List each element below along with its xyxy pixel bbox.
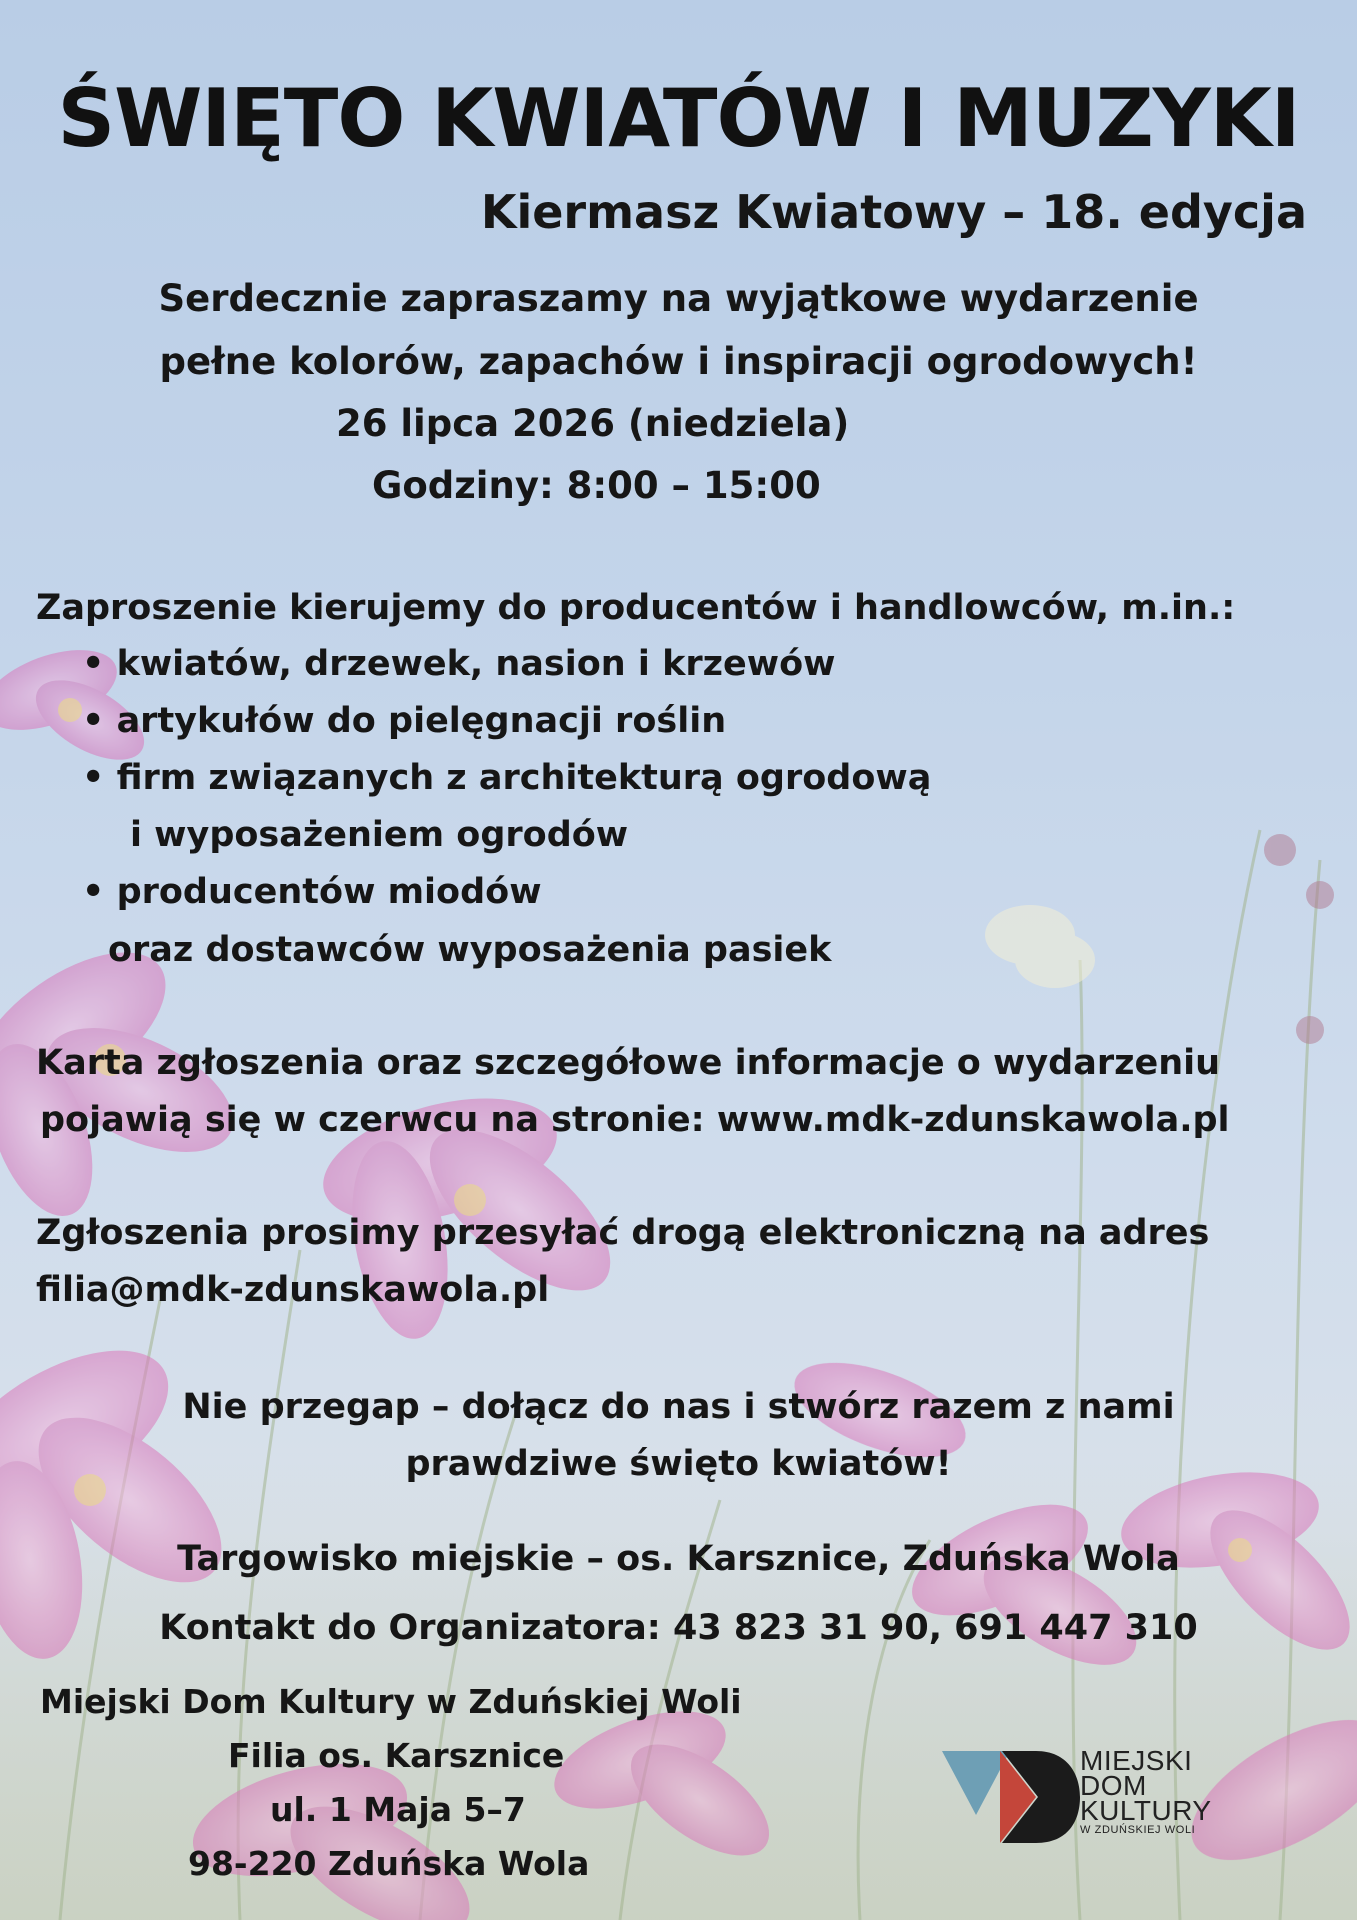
organizer-name: Miejski Dom Kultury w Zduńskiej Woli bbox=[40, 1682, 742, 1721]
event-location: Targowisko miejskie – os. Karsznice, Zduńska Wola bbox=[177, 1539, 1180, 1579]
logo-line: W ZDUŃSKIEJ WOLI bbox=[1080, 1824, 1196, 1836]
invitation-heading: Zaproszenie kierujemy do producentów i handlowców, m.in.: bbox=[36, 588, 1236, 628]
organizer-city: 98-220 Zduńska Wola bbox=[188, 1844, 590, 1883]
intro-line-2: pełne kolorów, zapachów i inspiracji ogrodowych! bbox=[159, 340, 1198, 383]
cta-line-1: Nie przegap – dołącz do nas i stwórz razem z nami bbox=[182, 1387, 1175, 1427]
organizer-street: ul. 1 Maja 5–7 bbox=[270, 1790, 526, 1829]
list-item: • artykułów do pielęgnacji roślin bbox=[82, 701, 726, 741]
list-item: • kwiatów, drzewek, nasion i krzewów bbox=[82, 644, 835, 684]
list-item-continuation: i wyposażeniem ogrodów bbox=[130, 815, 629, 855]
subtitle: Kiermasz Kwiatowy – 18. edycja bbox=[480, 185, 1307, 239]
event-date: 26 lipca 2026 (niedziela) bbox=[336, 402, 850, 445]
list-item: • producentów miodów bbox=[82, 872, 542, 912]
logo-line: DOM bbox=[1080, 1770, 1147, 1801]
logo-line: KULTURY bbox=[1080, 1795, 1212, 1826]
applications-email: filia@mdk-zdunskawola.pl bbox=[36, 1270, 550, 1310]
info-line-1: Karta zgłoszenia oraz szczegółowe informacje o wydarzeniu bbox=[36, 1043, 1221, 1083]
list-item-continuation: oraz dostawców wyposażenia pasiek bbox=[108, 930, 832, 970]
info-line-2: pojawią się w czerwcu na stronie: www.mdk-zdunskawola.pl bbox=[40, 1100, 1230, 1140]
mdk-logo-text bbox=[1080, 1745, 1212, 1837]
page-title: ŚWIĘTO KWIATÓW I MUZYKI bbox=[57, 72, 1300, 165]
list-item: • firm związanych z architekturą ogrodową bbox=[82, 758, 931, 798]
cta-line-2: prawdziwe święto kwiatów! bbox=[405, 1444, 952, 1484]
organizer-branch: Filia os. Karsznice bbox=[228, 1736, 565, 1775]
event-hours: Godziny: 8:00 – 15:00 bbox=[372, 464, 821, 507]
logo-line: MIEJSKI bbox=[1080, 1745, 1193, 1776]
intro-line-1: Serdecznie zapraszamy na wyjątkowe wydarzenie bbox=[158, 277, 1199, 320]
organizer-contact: Kontakt do Organizatora: 43 823 31 90, 691 447 310 bbox=[159, 1608, 1198, 1648]
applications-line: Zgłoszenia prosimy przesyłać drogą elektroniczną na adres bbox=[36, 1213, 1210, 1253]
